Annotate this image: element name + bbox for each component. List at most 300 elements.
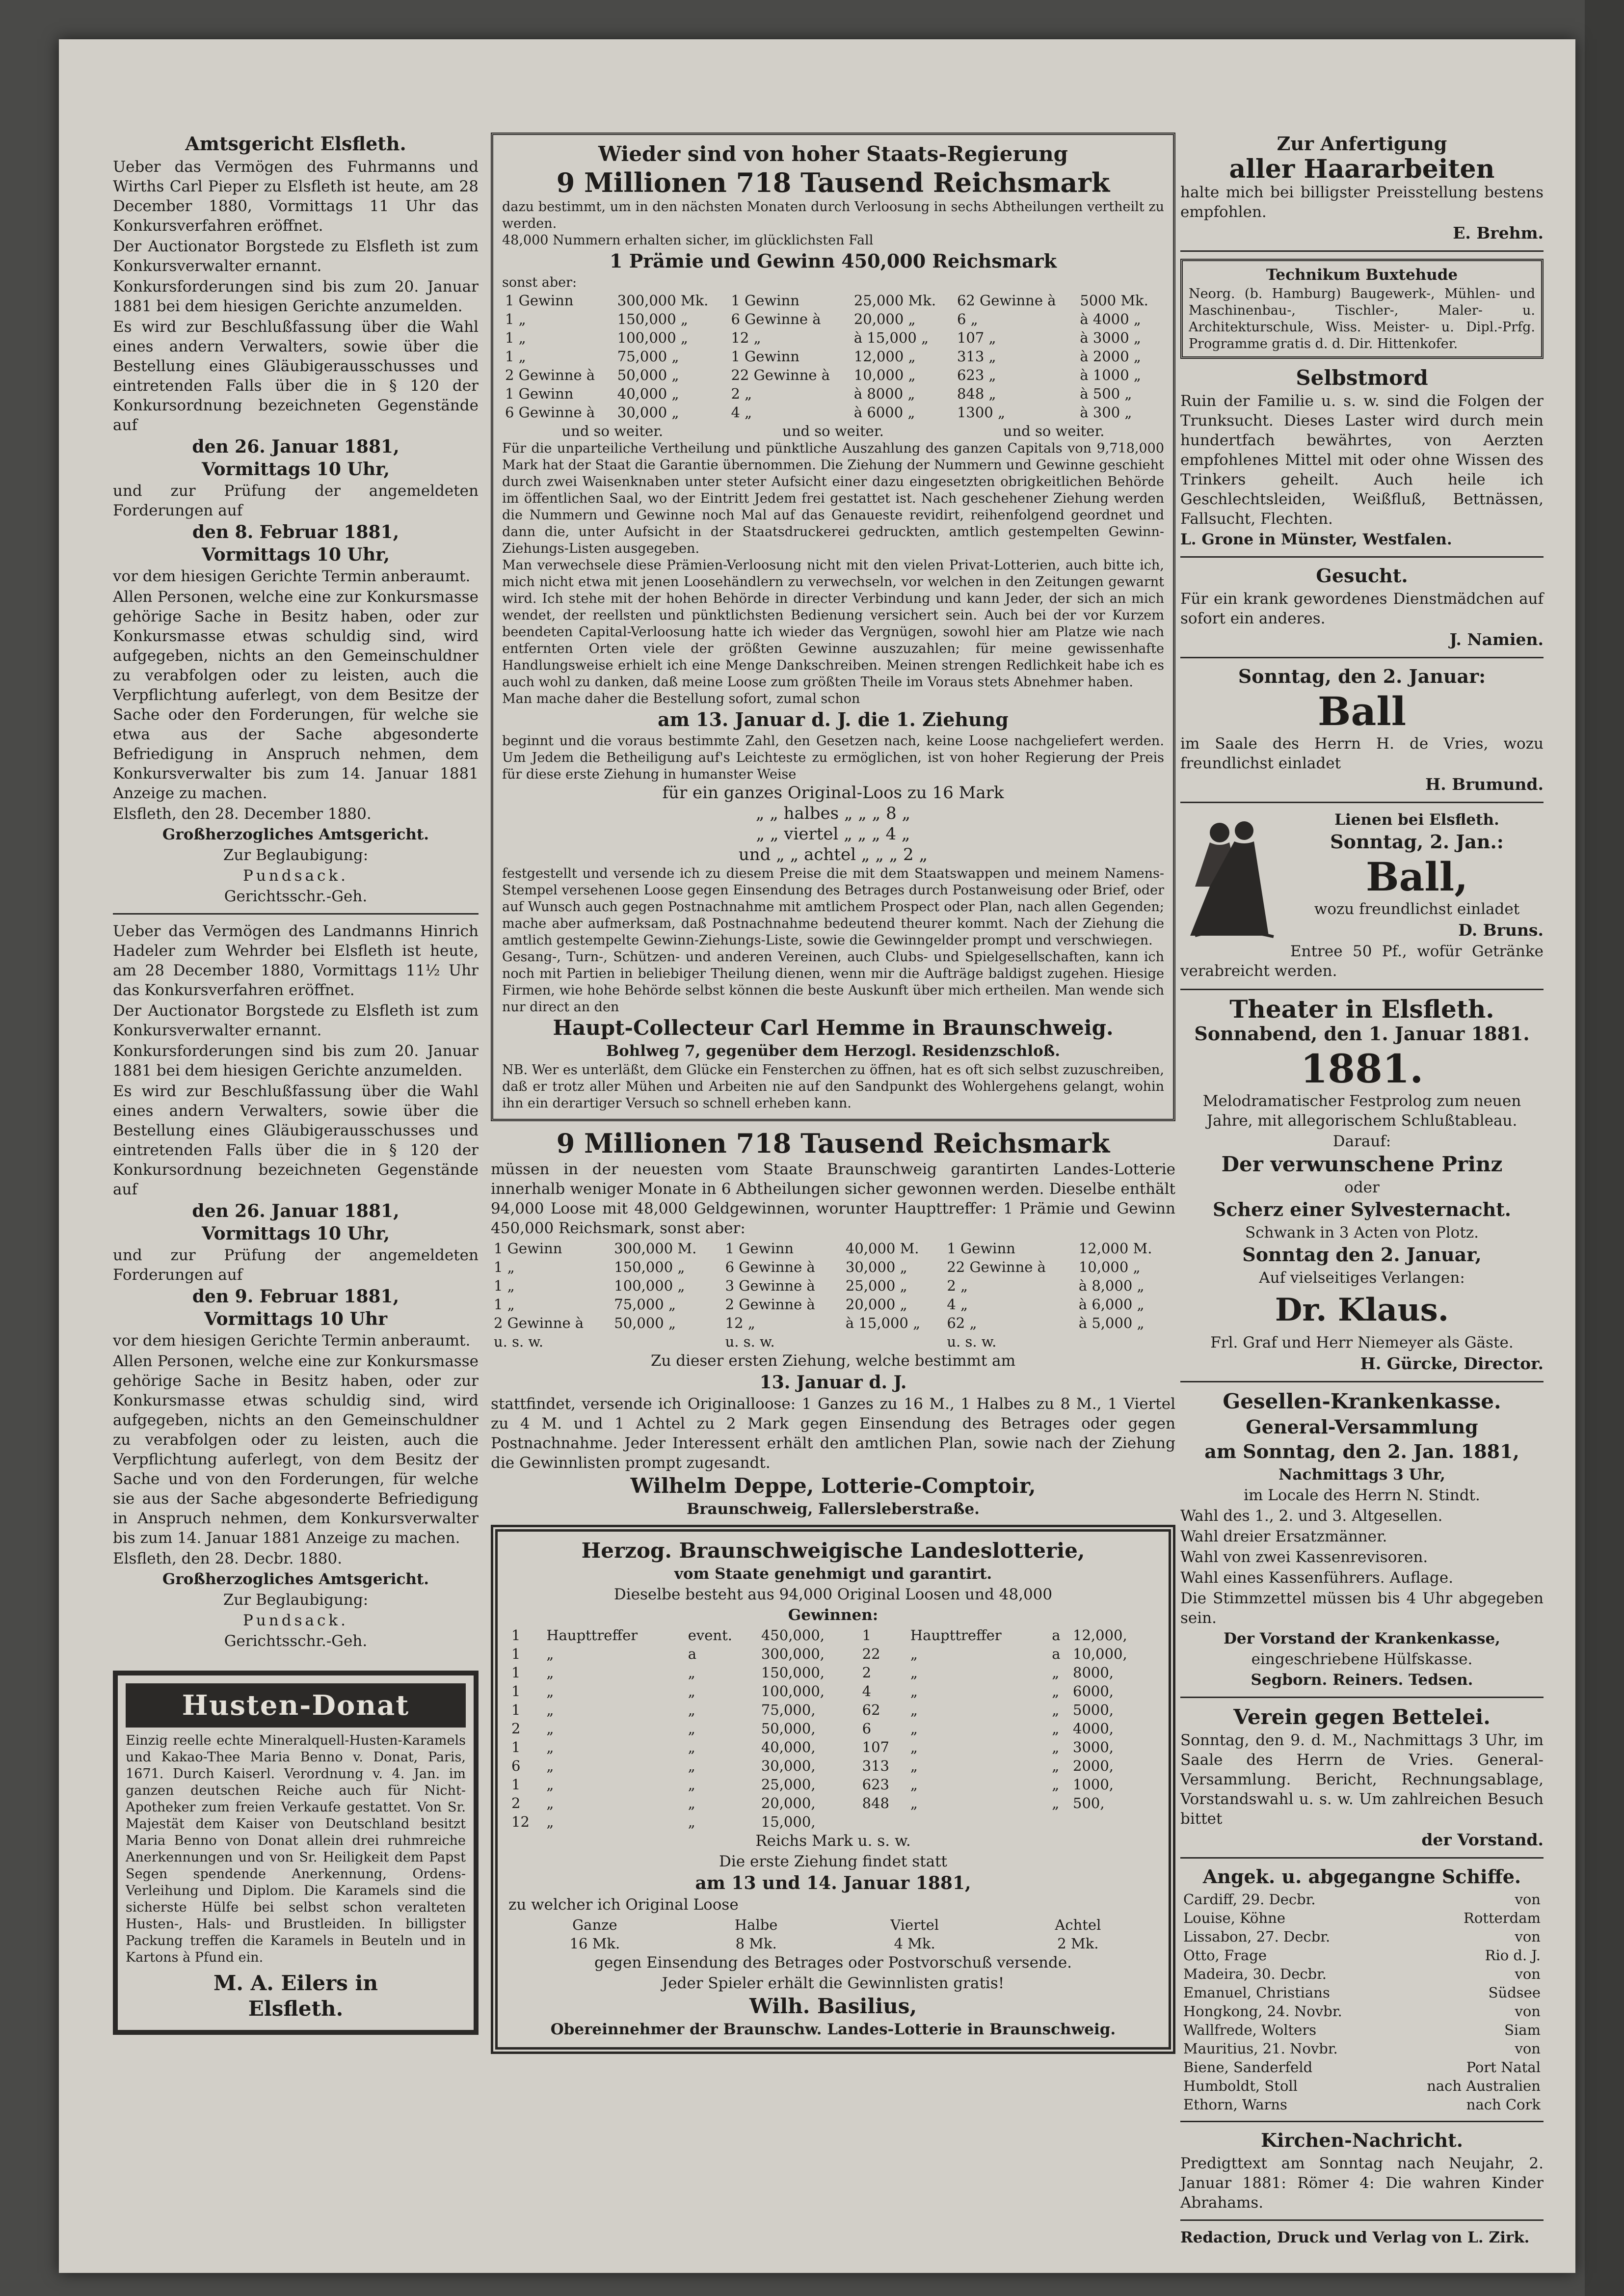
ad-text: wozu freundlichst einladet xyxy=(1314,900,1520,918)
ad-text: beginnt und die voraus bestimmte Zahl, den Gesetzen nach, keine Loose nachgeliefert werden. Um Jedem die Betheiligung auf's Leichteste zu ermöglichen, ist von hoher Regierung der Preis für diese erste Ziehung in humanster Weise xyxy=(502,733,1164,782)
table-row xyxy=(502,291,1164,310)
table-cell: nach Cork xyxy=(1466,2096,1541,2113)
court-notice-2 xyxy=(113,921,479,1651)
ad-signature: Segborn. Reiners. Tedsen. xyxy=(1251,1671,1473,1689)
ad-title: Gesellen-Krankenkasse. xyxy=(1223,1389,1501,1413)
table-cell: 1 xyxy=(511,1646,521,1662)
notice-signature: Großherzogliches Amtsgericht. xyxy=(162,826,429,843)
ad-play: Der verwunschene Prinz xyxy=(1221,1152,1503,1176)
table-cell: 25,000, xyxy=(761,1776,816,1793)
table-cell: 107 xyxy=(862,1739,890,1756)
table-cell: 40,000, xyxy=(761,1739,816,1756)
table-cell: Louise, Köhne xyxy=(1183,1910,1286,1926)
ad-title: Zur Anfertigung xyxy=(1277,133,1447,155)
ad-text: Neorg. (b. Hamburg) Baugewerk-, Mühlen- und Maschinenbau-, Tischler-, Maler- u. Architekturschule, Wiss. Meister- u. Dipl.-Prfg. Programme gratis d. d. Dir. Hittenkofer. xyxy=(1189,286,1535,351)
table-row xyxy=(508,1682,1158,1701)
ad-text: im Locale des Herrn N. Stindt. xyxy=(1244,1486,1480,1504)
table-cell: von xyxy=(1515,1891,1541,1908)
table-cell: 30,000 „ xyxy=(845,1259,907,1275)
table-cell: 50,000, xyxy=(761,1720,816,1737)
table-cell: u. s. w. xyxy=(725,1333,775,1350)
table-cell: Ethorn, Warns xyxy=(1183,2096,1287,2113)
ad-date: am 13. Januar d. J. die 1. Ziehung xyxy=(658,708,1009,730)
table-cell: 6000, xyxy=(1073,1683,1114,1700)
scan-edge xyxy=(1585,0,1624,2296)
table-cell: 623 xyxy=(862,1776,890,1793)
table-cell: „ xyxy=(1052,1739,1060,1756)
notice-text: Ueber das Vermögen des Landmanns Hinrich Hadeler zum Wehrder bei Elsfleth ist heute, am 28 December 1880, Vormittags 11½ Uhr das Konkursverfahren eröffnet. xyxy=(113,922,479,999)
table-cell: „ xyxy=(688,1813,695,1830)
table-cell: 40,000 M. xyxy=(845,1240,919,1257)
table-cell: „ xyxy=(688,1664,695,1681)
table-cell: 10,000 „ xyxy=(1078,1259,1141,1275)
table-cell: à 5,000 „ xyxy=(1078,1315,1145,1331)
table-cell: 1 xyxy=(511,1739,521,1756)
ad-text: Melodramatischer Festprolog zum neuen Jahre, mit allegorischem Schlußtableau. xyxy=(1202,1092,1521,1130)
table-row xyxy=(491,1239,1175,1258)
agenda-item: Die Stimmzettel müssen bis 4 Uhr abgegeben sein. xyxy=(1180,1590,1544,1627)
table-cell: 1300 „ xyxy=(957,404,1005,421)
table-cell: event. xyxy=(688,1627,732,1644)
table-cell: „ xyxy=(546,1646,554,1662)
table-cell: 623 „ xyxy=(957,367,996,383)
divider xyxy=(1180,802,1544,803)
ad-text: halte mich bei billigster Preisstellung bestens empfohlen. xyxy=(1180,184,1544,221)
ad-place: Lienen bei Elsfleth. xyxy=(1334,811,1499,829)
notice-text: Allen Personen, welche eine zur Konkursmasse gehörige Sache in Besitz haben, oder zur Konkursmasse etwas schuldig sind, wird aufgegeben, nichts an den Gemeinschuldner zu verabfolgen oder zu leisten, auch die Verpflichtung auferlegt, von dem Besitze der Sache oder den Forderungen, für welche sie etwa aus der Sache abgesonderte Befriedigung in Anspruch nehmen, dem Konkursverwalter bis zum 14. Januar 1881 Anzeige zu machen. xyxy=(113,588,479,802)
notice-signature: Zur Beglaubigung: xyxy=(223,846,369,864)
table-cell: 2 Gewinne à xyxy=(505,367,595,383)
ad-title: Technikum Buxtehude xyxy=(1266,266,1458,284)
table-row xyxy=(508,1663,1158,1682)
dancing-couple-illustration xyxy=(1180,813,1283,941)
ad-headline: Herzog. Braunschweigische Landeslotterie, xyxy=(581,1539,1085,1563)
notice-text: Es wird zur Beschlußfassung über die Wahl eines andern Verwalters, sowie über die Bestellung eines Gläubigerausschusses und eintretenden Falls über die in § 120 der Konkursordnung bezeichneten Gegenstände auf xyxy=(113,318,479,434)
ad-text: Einzig reelle echte Mineralquell-Husten-Karamels und Kakao-Thee Maria Benno v. Donat, Paris, 1671. Durch Kaiserl. Verordnung v. 4. Jan. im ganzen deutschen Reiche auch für Nicht-Apotheker zum freien Verkaufe gestattet. Von Sr. Majestät dem Kaiser von Deutschland besitzt Maria Benno von Donat allein drei ruhmreiche Anerkennungen und von Sr. Heiligkeit dem Papst Segen spendende Anerkennung, Ordens-Verleihung und Diplom. Die Karamels sind die sicherste Hülfe bei selbst schon veralteten Husten-, Hals- und Brustleiden. In billigster Packung treffen die Karamels in Beuteln und in Kartons à Pfund ein. xyxy=(126,1733,466,1965)
table-cell: à 3000 „ xyxy=(1080,329,1141,346)
table-cell: „ xyxy=(1052,1664,1060,1681)
table-cell: „ xyxy=(1052,1720,1060,1737)
table-cell: 20,000 „ xyxy=(845,1296,907,1313)
table-row xyxy=(1180,1927,1544,1946)
notice-signature: Gerichtsschr.-Geh. xyxy=(224,888,368,905)
table-cell: 1 „ xyxy=(505,311,526,327)
table-cell: 2 Gewinne à xyxy=(725,1296,815,1313)
ad-play: Dr. Klaus. xyxy=(1275,1292,1449,1328)
price-head: Viertel xyxy=(890,1917,939,1933)
table-cell: à 2000 „ xyxy=(1080,348,1141,365)
table-cell: Biene, Sanderfeld xyxy=(1183,2059,1313,2076)
table-cell: von xyxy=(1515,2003,1541,2020)
price-line: für ein ganzes Original-Loos zu 16 Mark xyxy=(662,783,1004,803)
table-row xyxy=(1180,2039,1544,2058)
notice-text: Der Auctionator Borgstede zu Elsfleth ist zum Konkursverwalter ernannt. xyxy=(113,238,479,275)
ball-ad-1 xyxy=(1180,665,1544,795)
table-cell: 1 xyxy=(862,1627,872,1644)
ad-text: Jeder Spieler erhält die Gewinnlisten gratis! xyxy=(662,1974,1005,1992)
table-cell: „ xyxy=(546,1757,554,1774)
ad-title: Gesucht. xyxy=(1316,565,1408,587)
table-cell: 4 „ xyxy=(947,1296,968,1313)
divider xyxy=(113,913,479,915)
table-cell: 4 xyxy=(862,1683,872,1700)
ad-text: Reichs Mark u. s. w. xyxy=(755,1832,911,1850)
table-cell: 1 „ xyxy=(494,1277,515,1294)
table-cell: 450,000, xyxy=(761,1627,825,1644)
notice-text: und zur Prüfung der angemeldeten Forderungen auf xyxy=(113,1246,479,1284)
table-row xyxy=(491,1276,1175,1295)
table-cell: 62 „ xyxy=(947,1315,977,1331)
table-cell: „ xyxy=(546,1776,554,1793)
ad-signature: D. Bruns. xyxy=(1458,920,1544,940)
table-cell: Port Natal xyxy=(1466,2059,1541,2076)
notice-signature: Zur Beglaubigung: xyxy=(223,1591,369,1609)
table-cell: à 6,000 „ xyxy=(1078,1296,1145,1313)
table-cell: 12 „ xyxy=(731,329,761,346)
table-cell: 5000, xyxy=(1073,1702,1114,1718)
table-cell: „ xyxy=(688,1702,695,1718)
ad-dealer: M. A. Eilers in xyxy=(213,1971,378,1995)
haar-ad xyxy=(1180,133,1544,243)
table-cell: 1 Gewinn xyxy=(505,292,574,309)
table-cell: „ xyxy=(1052,1776,1060,1793)
notice-text: Ueber das Vermögen des Fuhrmanns und Wirths Carl Pieper zu Elsfleth ist heute, am 28 December 1880, Vormittags 11 Uhr das Konkursverfahren eröffnet. xyxy=(113,158,479,235)
ad-signature: H. Brumund. xyxy=(1425,775,1544,794)
agenda-item: Wahl von zwei Kassenrevisoren. xyxy=(1180,1548,1428,1566)
table-cell: à 500 „ xyxy=(1080,385,1132,402)
ad-headline: Wieder sind von hoher Staats-Regierung xyxy=(598,142,1068,166)
table-row xyxy=(508,1645,1158,1663)
table-cell: „ xyxy=(910,1739,918,1756)
table-cell: 1 Gewinn xyxy=(947,1240,1015,1257)
ad-subtitle: vom Staate genehmigt und garantirt. xyxy=(674,1565,992,1583)
table-cell: 2 xyxy=(511,1720,521,1737)
table-cell: „ xyxy=(688,1757,695,1774)
notice-date: den 26. Januar 1881, xyxy=(192,1201,399,1221)
table-cell: 12,000, xyxy=(1073,1627,1127,1644)
table-cell: 1 Gewinn xyxy=(731,292,799,309)
divider xyxy=(1180,1381,1544,1382)
price-value: 16 Mk. xyxy=(569,1935,620,1952)
table-cell: 150,000, xyxy=(761,1664,825,1681)
table-cell: 12 xyxy=(511,1813,530,1830)
table-cell: 3000, xyxy=(1073,1739,1114,1756)
ad-address: Bohlweg 7, gegenüber dem Herzogl. Residenzschloß. xyxy=(606,1042,1061,1060)
column-right xyxy=(1180,133,1544,2248)
table-cell: „ xyxy=(688,1776,695,1793)
table-row xyxy=(1180,2095,1544,2114)
table-cell: à 4000 „ xyxy=(1080,311,1141,327)
ad-text: zu welcher ich Original Loose xyxy=(508,1896,739,1914)
table-cell: 15,000, xyxy=(761,1813,816,1830)
table-cell: „ xyxy=(910,1646,918,1662)
table-row xyxy=(1180,2002,1544,2021)
table-cell: „ xyxy=(910,1664,918,1681)
table-cell: 6 „ xyxy=(957,311,978,327)
ad-text: Zu dieser ersten Ziehung, welche bestimmt am xyxy=(650,1352,1016,1370)
table-cell: 300,000 Mk. xyxy=(617,292,709,309)
price-head: Ganze xyxy=(572,1917,617,1933)
ad-address: Braunschweig, Fallersleberstraße. xyxy=(687,1500,980,1518)
table-cell: à 1000 „ xyxy=(1080,367,1141,383)
prize-table xyxy=(502,291,1164,422)
table-cell: „ xyxy=(546,1813,554,1830)
table-cell: Haupttreffer xyxy=(546,1627,638,1644)
table-cell: 150,000 „ xyxy=(614,1259,685,1275)
table-cell: 1 xyxy=(511,1627,521,1644)
ad-signature: eingeschriebene Hülfskasse. xyxy=(1251,1650,1473,1668)
notice-date: den 8. Februar 1881, xyxy=(192,522,399,542)
agenda-item: Wahl eines Kassenführers. Auflage. xyxy=(1180,1569,1454,1587)
table-cell: 100,000 „ xyxy=(614,1277,685,1294)
ad-title: Ball, xyxy=(1365,854,1468,900)
table-row xyxy=(1180,2077,1544,2095)
ad-title: Selbstmord xyxy=(1296,366,1428,390)
divider xyxy=(1180,556,1544,558)
table-cell: Cardiff, 29. Decbr. xyxy=(1183,1891,1316,1908)
table-row xyxy=(502,384,1164,403)
table-cell: „ xyxy=(1052,1795,1060,1811)
table-cell: 100,000, xyxy=(761,1683,825,1700)
table-row xyxy=(502,310,1164,328)
table-cell: „ xyxy=(546,1702,554,1718)
table-cell: 500, xyxy=(1073,1795,1105,1811)
table-cell: 6 xyxy=(862,1720,872,1737)
ad-collector: Haupt-Collecteur Carl Hemme in Braunschweig. xyxy=(553,1016,1114,1040)
notice-date: den 26. Januar 1881, xyxy=(192,436,399,457)
price-line: „ „ viertel „ „ „ 4 „ xyxy=(756,824,910,844)
table-row xyxy=(508,1794,1158,1812)
table-cell: 10,000 „ xyxy=(853,367,916,383)
divider xyxy=(1180,250,1544,252)
table-row xyxy=(502,347,1164,366)
price-line: „ „ halbes „ „ „ 8 „ xyxy=(755,804,911,823)
table-cell: Humboldt, Stoll xyxy=(1183,2078,1298,2094)
table-cell: 848 xyxy=(862,1795,890,1811)
table-cell: 4000, xyxy=(1073,1720,1114,1737)
ad-text: gegen Einsendung des Betrages oder Postvorschuß versende. xyxy=(594,1954,1072,1972)
table-cell: 12 „ xyxy=(725,1315,755,1331)
ad-text: dazu bestimmt, um in den nächsten Monaten durch Verloosung in sechs Abtheilungen vertheilt zu werden. xyxy=(502,199,1164,231)
table-cell: „ xyxy=(688,1683,695,1700)
table-cell: „ xyxy=(910,1683,918,1700)
table-cell: 1 Gewinn xyxy=(725,1240,794,1257)
table-cell: 2 „ xyxy=(947,1277,968,1294)
table-cell: Lissabon, 27. Decbr. xyxy=(1183,1928,1331,1945)
ad-footer: Obereinnehmer der Braunschw. Landes-Lotterie in Braunschweig. xyxy=(550,2021,1116,2038)
table-cell: „ xyxy=(910,1776,918,1793)
table-cell: 2 xyxy=(511,1795,521,1811)
ad-text: müssen in der neuesten vom Staate Braunschweig garantirten Landes-Lotterie innerhalb weniger Monate in 6 Abtheilungen sicher gewonnen werden. Dieselbe enthält 94,000 Loose mit 48,000 Geldgewinnen, worunter Haupttreffer: 1 Prämie und Gewinn 450,000 Reichsmark, sonst aber: xyxy=(491,1161,1175,1237)
table-cell: 6 Gewinne à xyxy=(505,404,595,421)
divider xyxy=(1180,1697,1544,1698)
table-cell: 30,000, xyxy=(761,1757,816,1774)
ad-text: stattfindet, versende ich Originalloose: 1 Ganzes zu 16 M., 1 Halbes zu 8 M., 1 Viertel zu 4 M. und 1 Achtel zu 2 Mark gegen Einsendung des Betrages oder gegen Postnachnahme. Jeder Interessent erhält den amtlichen Plan, sowie nach der Ziehung die Gewinnlisten prompt zugesandt. xyxy=(491,1395,1175,1472)
table-cell: 20,000, xyxy=(761,1795,816,1811)
table-cell: 6 Gewinne à xyxy=(725,1259,815,1275)
table-cell: 22 Gewinne à xyxy=(731,367,830,383)
table-cell: von xyxy=(1515,2040,1541,2057)
table-cell: à 8,000 „ xyxy=(1078,1277,1145,1294)
divider xyxy=(1180,657,1544,658)
table-cell: 300,000, xyxy=(761,1646,825,1662)
ad-date: Sonntag, 2. Jan.: xyxy=(1330,831,1504,853)
table-cell xyxy=(1049,1812,1070,1831)
table-cell: Madeira, 30. Decbr. xyxy=(1183,1966,1327,1982)
price-head: Achtel xyxy=(1055,1917,1101,1933)
ad-text: Schwank in 3 Acten von Plotz. xyxy=(1245,1224,1479,1242)
notice-time: Vormittags 10 Uhr xyxy=(204,1309,388,1329)
lottery-ad-deppe xyxy=(491,1128,1175,1519)
table-cell: 75,000 „ xyxy=(614,1296,676,1313)
table-row xyxy=(1180,1909,1544,1927)
prize-table xyxy=(508,1626,1158,1831)
ad-text: Darauf: xyxy=(1332,1133,1391,1150)
table-cell: Südsee xyxy=(1488,1984,1541,2001)
imprint: Redaction, Druck und Verlag von L. Zirk. xyxy=(1180,2229,1530,2246)
table-cell: 6 xyxy=(511,1757,521,1774)
notice-text: Konkursforderungen sind bis zum 20. Januar 1881 bei dem hiesigen Gerichte anzumelden. xyxy=(113,278,479,315)
prize-table-footer xyxy=(502,422,1164,440)
table-cell: „ xyxy=(688,1795,695,1811)
table-cell: 50,000 „ xyxy=(617,367,679,383)
table-cell: Otto, Frage xyxy=(1183,1947,1267,1964)
table-cell: 2 xyxy=(862,1664,872,1681)
column-left xyxy=(113,133,479,2035)
divider xyxy=(1180,2219,1544,2221)
verein-ad xyxy=(1180,1705,1544,1850)
notice-text: vor dem hiesigen Gerichte Termin anberaumt. xyxy=(113,1332,471,1350)
ad-text: oder xyxy=(1344,1179,1380,1196)
table-cell: 1 „ xyxy=(505,348,526,365)
table-cell: a xyxy=(688,1646,697,1662)
table-cell: 62 Gewinne à xyxy=(957,292,1056,309)
price-value: 8 Mk. xyxy=(735,1935,777,1952)
table-cell: 3 Gewinne à xyxy=(725,1277,815,1294)
ad-date: am Sonntag, den 2. Jan. 1881, xyxy=(1204,1440,1519,1462)
table-cell: 75,000 „ xyxy=(617,348,679,365)
ad-signature: J. Namien. xyxy=(1449,630,1544,649)
table-cell: „ xyxy=(546,1683,554,1700)
table-row xyxy=(508,1812,1158,1831)
table-row xyxy=(502,366,1164,384)
ad-text: Frl. Graf und Herr Niemeyer als Gäste. xyxy=(1210,1334,1514,1351)
table-cell: u. s. w. xyxy=(947,1333,997,1350)
ship-list xyxy=(1180,1865,1544,2114)
ad-text: Sonntag, den 9. d. M., Nachmittags 3 Uhr, im Saale des Herrn de Vries. General-Versammlung. Bericht, Rechnungsablage, Vorstandswahl u. s. w. Um zahlreichen Besuch bittet xyxy=(1180,1731,1544,1828)
gesucht-ad xyxy=(1180,565,1544,650)
ad-note: NB. Wer es unterläßt, dem Glücke ein Fensterchen zu öffnen, hat es oft sich selbst zuzuschreiben, daß er trotz aller Mühen und Arbeiten nie auf den Sandpunkt des Wohlergehens gelangt, wohin ihn ein derartiger Versuch so schnell erheben kann. xyxy=(502,1062,1164,1111)
notice-signature: Gerichtsschr.-Geh. xyxy=(224,1632,368,1650)
table-cell xyxy=(843,1332,944,1351)
notice-text: vor dem hiesigen Gerichte Termin anberaumt. xyxy=(113,567,471,585)
table-cell: von xyxy=(1515,1928,1541,1945)
ad-text: Ruin der Familie u. s. w. sind die Folgen der Trunksucht. Dieses Laster wird durch mein hundertfach bewährtes, von Aerzten empfohlenes Mittel mit oder ohne Wissen des Trinkers geheilt. Auch heile ich Geschlechtsleiden, Weißfluß, Bettnässen, Fallsucht, Flechten. xyxy=(1180,392,1544,528)
ad-text: Man mache daher die Bestellung sofort, zumal schon xyxy=(502,691,860,706)
table-cell: 25,000 „ xyxy=(845,1277,907,1294)
ad-year: 1881. xyxy=(1300,1046,1424,1092)
table-row xyxy=(1180,1965,1544,1983)
table-row xyxy=(1180,1946,1544,1965)
church-title: Kirchen-Nachricht. xyxy=(1261,2129,1463,2151)
table-row xyxy=(508,1719,1158,1738)
ball-ad-2 xyxy=(1180,810,1544,982)
agenda-item: Wahl dreier Ersatzmänner. xyxy=(1180,1528,1387,1545)
table-row xyxy=(491,1258,1175,1276)
table-cell: à 15,000 „ xyxy=(853,329,929,346)
table-row xyxy=(491,1314,1175,1332)
notice-text: und zur Prüfung der angemeldeten Forderungen auf xyxy=(113,482,479,519)
table-cell: „ xyxy=(546,1739,554,1756)
ad-signature: L. Grone in Münster, Westfalen. xyxy=(1180,531,1452,548)
ad-play: Scherz einer Sylvesternacht. xyxy=(1212,1198,1512,1220)
table-cell: Emanuel, Christians xyxy=(1183,1984,1330,2001)
table-cell: à 15,000 „ xyxy=(845,1315,921,1331)
table-cell xyxy=(611,1332,722,1351)
notice-text: Allen Personen, welche eine zur Konkursmasse gehörige Sache in Besitz haben, oder zur Konkursmasse etwas schuldig sind, wird aufgegeben, nichts an den Gemeinschuldner zu verabfolgen oder zu leisten, auch die Verpflichtung auferlegt, von dem Besitz der Sache und von den Forderungen, für welche sie aus der Sache abgesonderte Befriedigung in Anspruch nehmen, dem Konkursverwalter bis zum 14. Januar 1881 Anzeige zu machen. xyxy=(113,1352,479,1547)
table-cell: 1 „ xyxy=(494,1296,515,1313)
ad-text: Gesang-, Turn-, Schützen- und anderen Vereinen, auch Clubs- und Spielgesellschaften, kann ich noch mit Partien in beliebiger Theilung dienen, wenn mir die Aufträge baldigst zugehen. Hiesige Firmen, wie hohe Behörde selbst können die beste Auskunft über mich ertheilen. Man wende sich nur direct an den xyxy=(502,949,1164,1015)
church-text: Predigttext am Sonntag nach Neujahr, 2. Januar 1881: Römer 4: Die wahren Kinder Abrahams. xyxy=(1180,2155,1544,2212)
table-cell: 1000, xyxy=(1073,1776,1114,1793)
table-cell: Wallfrede, Wolters xyxy=(1183,2022,1317,2038)
notice-title: Amtsgericht Elsfleth. xyxy=(185,133,406,155)
ad-text: Man verwechsele diese Prämien-Verloosung nicht mit den vielen Privat-Lotterien, auch bitte ich, mich nicht etwa mit jenen Loosehändlern zu verwechseln, vor welchen in den Zeitungen gewarnt wird. Ich stehe mit der hohen Behörde in directer Verbindung und kann Jeder, der sich an mich wendet, der reellsten und pünktlichsten Bedienung versichert sein. Auch bei der vor Kurzem beendeten Capital-Verloosung hatte ich wieder das Vergnügen, sowohl hier am Platze wie nach entfernten Orten viele der größten Gewinne auszuzahlen; für meine gewissenhafte Handlungsweise erhielt ich eine Menge Dankschreiben. Meinen strengen Redlichkeit habe ich es auch wohl zu danken, daß meine Loose zum größten Theile im Voraus stets Abnehmer haben. xyxy=(502,558,1164,690)
table-cell: 1 Gewinn xyxy=(494,1240,562,1257)
table-cell: 1 xyxy=(511,1683,521,1700)
notice-time: Vormittags 10 Uhr, xyxy=(201,544,390,565)
table-cell: „ xyxy=(910,1795,918,1811)
ad-signature: der Vorstand. xyxy=(1421,1830,1544,1849)
table-cell: von xyxy=(1515,1966,1541,1982)
table-row xyxy=(508,1775,1158,1794)
table-cell: „ xyxy=(688,1739,695,1756)
table-cell: 75,000, xyxy=(761,1702,816,1718)
table-cell: 1 xyxy=(511,1702,521,1718)
table-cell: und so weiter. xyxy=(782,423,884,439)
ad-text: Dieselbe besteht aus 94,000 Original Loosen und 48,000 xyxy=(613,1586,1053,1603)
ad-title: Husten-Donat xyxy=(126,1683,466,1728)
table-cell xyxy=(859,1812,907,1831)
table-cell: „ xyxy=(546,1795,554,1811)
ad-title: Theater in Elsfleth. xyxy=(1229,995,1494,1024)
table-cell: „ xyxy=(1052,1702,1060,1718)
table-row xyxy=(1180,1983,1544,2002)
table-cell: 22 xyxy=(862,1646,880,1662)
table-cell: 2 Gewinne à xyxy=(494,1315,584,1331)
price-table xyxy=(508,1916,1158,1953)
table-cell: 8000, xyxy=(1073,1664,1114,1681)
ad-headline: 9 Millionen 718 Tausend Reichsmark xyxy=(556,1128,1110,1159)
table-cell: 1 „ xyxy=(494,1259,515,1275)
table-cell: Mauritius, 21. Novbr. xyxy=(1183,2040,1338,2057)
ad-signature: H. Gürcke, Director. xyxy=(1360,1354,1544,1373)
ad-text: Für die unparteiliche Vertheilung und pünktliche Auszahlung des ganzen Capitals von 9,718,000 Mark hat der Staat die Garantie übernommen. Die Ziehung der Nummern und Gewinne geschieht durch zwei Waisenknaben unter steter Aufsicht einer dazu eingesetzten obrigkeitlichen Behörde im öffentlichen Saal, wo der Eintritt Jedem frei gestattet ist. Nach geschehener Ziehung werden die Nummern und Gewinne noch Mal auf das Genaueste revidirt, reihenfolgend geordnet und dann die, unter Aufsicht in der Staatsdruckerei gedruckten, amtlich gestempelten Gewinn-Ziehungs-Listen ausgegeben. xyxy=(502,441,1164,556)
table-row xyxy=(491,1295,1175,1314)
table-cell: „ xyxy=(688,1720,695,1737)
ad-headline: 9 Millionen 718 Tausend Reichsmark xyxy=(556,167,1110,198)
ad-text: sonst aber: xyxy=(502,275,577,290)
ad-text: Für ein krank gewordenes Dienstmädchen auf sofort ein anderes. xyxy=(1180,590,1544,627)
ad-text: Auf vielseitiges Verlangen: xyxy=(1259,1269,1465,1287)
table-row xyxy=(508,1756,1158,1775)
table-cell: „ xyxy=(1052,1683,1060,1700)
table-cell: a xyxy=(1052,1627,1061,1644)
ad-text: festgestellt und versende ich zu diesem Preise die mit dem Staatswappen und meinem Namens-Stempel versehenen Loose gegen Einsendung des Betrages durch Postanweisung oder Brief, oder auf Wunsch auch gegen Postnachnahme mit amtlichem Prospect oder Plan, nach allen Gegenden; mache aber aufmerksam, daß Postnachnahme bedeutend theurer kommt. Nach der Ziehung die amtlich gestempelte Gewinn-Ziehungs-Liste, sowie die Gewinngelder prompt und verschwiegen. xyxy=(502,866,1164,948)
divider xyxy=(1180,2121,1544,2122)
notice-time: Vormittags 10 Uhr, xyxy=(201,1223,390,1244)
table-cell: à 300 „ xyxy=(1080,404,1132,421)
